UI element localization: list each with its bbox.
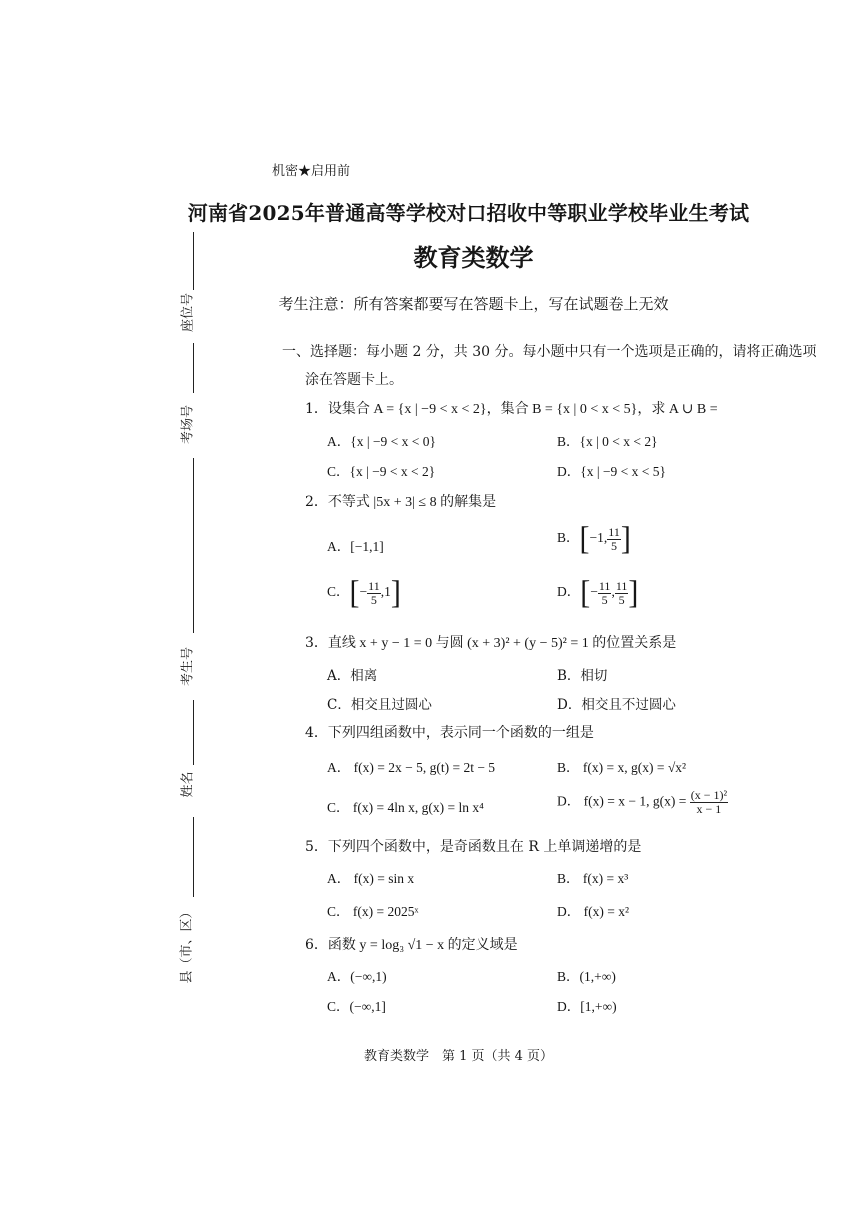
option-label: D． — [557, 584, 581, 600]
q5-option-c: C． f(x) = 2025ˣ — [327, 904, 419, 919]
q4-option-a: A． f(x) = 2x − 5, g(t) = 2t − 5 — [327, 760, 496, 775]
question-5 — [305, 836, 641, 856]
question-number: 3． — [305, 635, 328, 651]
question-stem: 不等式 |5x + 3| ≤ 8 的解集是 — [327, 495, 497, 510]
q4-option-d — [557, 789, 728, 816]
margin-label-exam-number: 考生号 — [180, 647, 196, 687]
denominator: 5 — [601, 592, 608, 607]
question-stem: 函数 y = log₃ √1 − x 的定义域是 — [327, 938, 518, 953]
numerator: 11 — [615, 578, 628, 593]
question-stem: 设集合 A = {x | −9 < x < 2}，集合 B = {x | 0 < x < 5}，求 A ∪ B = — [327, 402, 718, 417]
bracket-left-icon: [ — [580, 574, 591, 611]
question-stem: 下列四个函数中，是奇函数且在 R 上单调递增的是 — [327, 839, 642, 855]
q5-option-a: A． f(x) = sin x — [327, 871, 415, 886]
q3-option-a: A．相离 — [327, 668, 378, 684]
subject-title: 教育类数学 — [413, 243, 534, 272]
q1-option-c: C．{x | −9 < x < 2} — [327, 464, 436, 479]
bracket-right-icon: ] — [390, 574, 401, 611]
fraction — [607, 526, 621, 553]
section-heading: 一、选择题：每小题 2 分，共 30 分。每小题中只有一个选项是正确的，请将正确选项 — [282, 344, 817, 360]
question-3 — [305, 632, 676, 652]
q6-option-a: A．(−∞,1) — [327, 969, 387, 984]
denominator: 5 — [370, 592, 377, 607]
numerator: 11 — [368, 578, 380, 593]
minus-sign: − — [590, 584, 598, 600]
q1-option-d: D．{x | −9 < x < 5} — [557, 464, 667, 479]
margin-label-exam-room: 考场号 — [180, 405, 196, 445]
page-footer: 教育类数学 第 1 页（共 4 页） — [363, 1049, 554, 1064]
option-label: D． f(x) = x − 1, g(x) = — [557, 793, 687, 809]
denominator: 5 — [618, 592, 625, 607]
q2-option-b — [557, 520, 631, 557]
question-number: 4． — [305, 725, 328, 741]
numerator: 11 — [598, 578, 611, 593]
question-number: 5． — [305, 839, 328, 855]
question-6 — [305, 934, 518, 954]
q3-option-c: C．相交且过圆心 — [327, 697, 432, 713]
confidential-mark: 机密★启用前 — [272, 164, 351, 179]
question-number: 1． — [305, 401, 328, 417]
q6-option-d: D．[1,+∞) — [557, 999, 617, 1014]
bracket-left-icon: [ — [579, 520, 590, 557]
q1-option-b: B．{x | 0 < x < 2} — [557, 434, 658, 449]
q3-option-d: D．相交且不过圆心 — [557, 697, 676, 713]
q4-option-b: B． f(x) = x, g(x) = √x² — [557, 760, 687, 775]
margin-line-2 — [193, 343, 194, 393]
fraction — [615, 580, 629, 607]
minus-sign: − — [359, 584, 368, 600]
margin-line-3 — [193, 458, 194, 633]
q2-option-d — [557, 574, 639, 611]
question-stem: 直线 x + y − 1 = 0 与圆 (x + 3)² + (y − 5)² = 1 的位置关系是 — [327, 636, 677, 651]
q5-option-b: B． f(x) = x³ — [557, 871, 629, 886]
fraction — [690, 789, 728, 816]
section-heading-cont: 涂在答题卡上。 — [305, 372, 403, 388]
comma: , — [611, 584, 615, 600]
q3-option-b: B．相切 — [557, 668, 608, 684]
exam-title: 河南省2025年普通高等学校对口招收中等职业学校毕业生考试 — [187, 201, 750, 225]
interval-left: −1, — [589, 530, 608, 546]
question-4 — [305, 722, 594, 742]
margin-label-county: 县（市、区） — [179, 905, 195, 984]
margin-label-seat: 座位号 — [180, 293, 196, 333]
q2-option-a: A．[−1,1] — [327, 539, 384, 554]
margin-line-5 — [193, 817, 194, 897]
q1-option-a: A．{x | −9 < x < 0} — [327, 434, 437, 449]
q2-option-c — [327, 574, 401, 611]
q5-option-d: D． f(x) = x² — [557, 904, 630, 919]
numerator: (x − 1)² — [690, 788, 728, 802]
bracket-right-icon: ] — [628, 574, 639, 611]
denominator: 5 — [611, 538, 618, 553]
option-label: C． — [327, 584, 350, 600]
question-1 — [305, 398, 718, 418]
bracket-right-icon: ] — [620, 520, 631, 557]
candidate-notice: 考生注意：所有答案都要写在答题卡上，写在试题卷上无效 — [278, 295, 669, 313]
numerator: 11 — [608, 524, 620, 539]
question-number: 6． — [305, 937, 328, 953]
question-stem: 下列四组函数中，表示同一个函数的一组是 — [327, 725, 594, 741]
interval-right: ,1 — [380, 584, 391, 600]
margin-label-name: 姓名 — [180, 771, 196, 798]
q6-option-b: B．(1,+∞) — [557, 969, 616, 984]
fraction — [598, 578, 615, 607]
fraction — [367, 580, 381, 607]
denominator: x − 1 — [696, 802, 722, 816]
q4-option-c: C． f(x) = 4ln x, g(x) = ln x⁴ — [327, 800, 484, 815]
bracket-left-icon: [ — [349, 574, 360, 611]
q6-option-c: C．(−∞,1] — [327, 999, 386, 1014]
question-number: 2． — [305, 494, 328, 510]
question-2 — [305, 491, 496, 511]
option-label: B． — [557, 530, 580, 546]
